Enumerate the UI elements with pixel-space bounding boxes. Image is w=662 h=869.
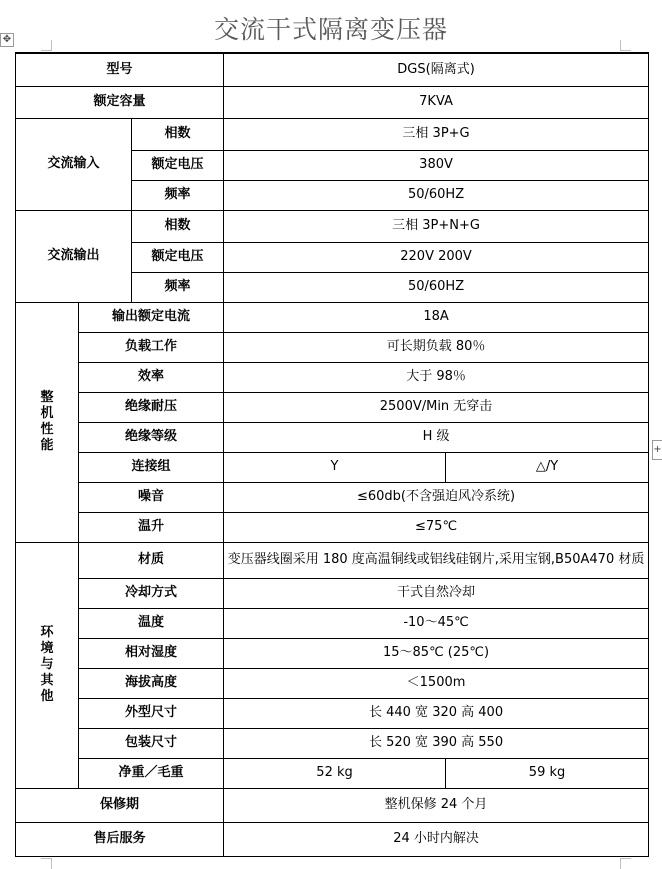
temp-rise-value: ≤75℃ [224,512,649,542]
ac-input-freq-value: 50/60HZ [224,180,649,210]
ac-input-phase-value: 三相 3P+G [224,118,649,150]
ac-output-phase-value: 三相 3P+N+G [224,210,649,242]
noise-value: ≤60db(不含强迫风冷系统) [224,482,649,512]
table-row [16,542,649,578]
cooling-value: 干式自然冷却 [224,578,649,608]
page-corner-mark [620,40,631,51]
ac-output-freq-value: 50/60HZ [224,272,649,302]
table-row [16,788,649,822]
ac-input-phase-label: 相数 [132,118,224,150]
table-row [16,822,649,856]
warranty-label: 保修期 [16,788,224,822]
current-label: 输出额定电流 [79,302,224,332]
environment-group-label: 环境与其他 [16,542,79,788]
model-label: 型号 [16,53,224,86]
temperature-label: 温度 [79,608,224,638]
document-title: 交流干式隔离变压器 [213,15,448,44]
weight-value-b: 59 kg [446,758,649,788]
table-row [16,302,649,332]
efficiency-label: 效率 [79,362,224,392]
humidity-label: 相对湿度 [79,638,224,668]
insulation-value: H 级 [224,422,649,452]
load-label: 负载工作 [79,332,224,362]
material-label: 材质 [79,542,224,578]
temp-rise-label: 温升 [79,512,224,542]
ac-output-group-label: 交流输出 [16,210,132,302]
table-row [16,758,649,788]
current-value: 18A [224,302,649,332]
ac-input-group-label: 交流输入 [16,118,132,210]
table-move-handle-icon[interactable]: ✥ [0,33,14,47]
ac-input-voltage-value: 380V [224,150,649,180]
ac-output-phase-label: 相数 [132,210,224,242]
dimensions-label: 外型尺寸 [79,698,224,728]
table-resize-handle-icon[interactable]: + [652,440,662,460]
load-value: 可长期负载 80％ [224,332,649,362]
insulation-label: 绝缘等级 [79,422,224,452]
material-value: 变压器线圈采用 180 度高温铜线或铝线硅钢片,采用宝钢,B50A470 材质 [224,542,649,578]
altitude-label: 海拔高度 [79,668,224,698]
table-row [16,332,649,362]
table-row [16,482,649,512]
humidity-value: 15～85℃ (25℃) [224,638,649,668]
connection-value-b: △/Y [446,452,649,482]
page-corner-mark [41,858,52,869]
spec-table [15,52,649,857]
table-row [16,452,649,482]
service-value: 24 小时内解决 [224,822,649,856]
table-row [16,668,649,698]
withstand-label: 绝缘耐压 [79,392,224,422]
table-row [16,422,649,452]
ac-output-freq-label: 频率 [132,272,224,302]
temperature-value: -10～45℃ [224,608,649,638]
table-row [16,638,649,668]
ac-output-voltage-value: 220V 200V [224,242,649,272]
table-row [16,210,649,242]
package-value: 长 520 宽 390 高 550 [224,728,649,758]
efficiency-value: 大于 98％ [224,362,649,392]
altitude-value: ＜1500m [224,668,649,698]
table-row [16,608,649,638]
service-label: 售后服务 [16,822,224,856]
page-corner-mark [620,858,631,869]
weight-value-a: 52 kg [224,758,446,788]
table-row [16,698,649,728]
performance-group-label: 整机性能 [16,302,79,542]
withstand-value: 2500V/Min 无穿击 [224,392,649,422]
table-row [16,362,649,392]
table-row [16,728,649,758]
table-row [16,512,649,542]
noise-label: 噪音 [79,482,224,512]
table-row [16,578,649,608]
table-row [16,392,649,422]
table-row [16,86,649,118]
package-label: 包装尺寸 [79,728,224,758]
weight-label: 净重／毛重 [79,758,224,788]
model-value: DGS(隔离式) [224,53,649,86]
table-row [16,118,649,150]
cooling-label: 冷却方式 [79,578,224,608]
dimensions-value: 长 440 宽 320 高 400 [224,698,649,728]
connection-label: 连接组 [79,452,224,482]
capacity-value: 7KVA [224,86,649,118]
connection-value-a: Y [224,452,446,482]
ac-output-voltage-label: 额定电压 [132,242,224,272]
page-corner-mark [41,40,52,51]
ac-input-voltage-label: 额定电压 [132,150,224,180]
table-row [16,53,649,86]
capacity-label: 额定容量 [16,86,224,118]
warranty-value: 整机保修 24 个月 [224,788,649,822]
ac-input-freq-label: 频率 [132,180,224,210]
